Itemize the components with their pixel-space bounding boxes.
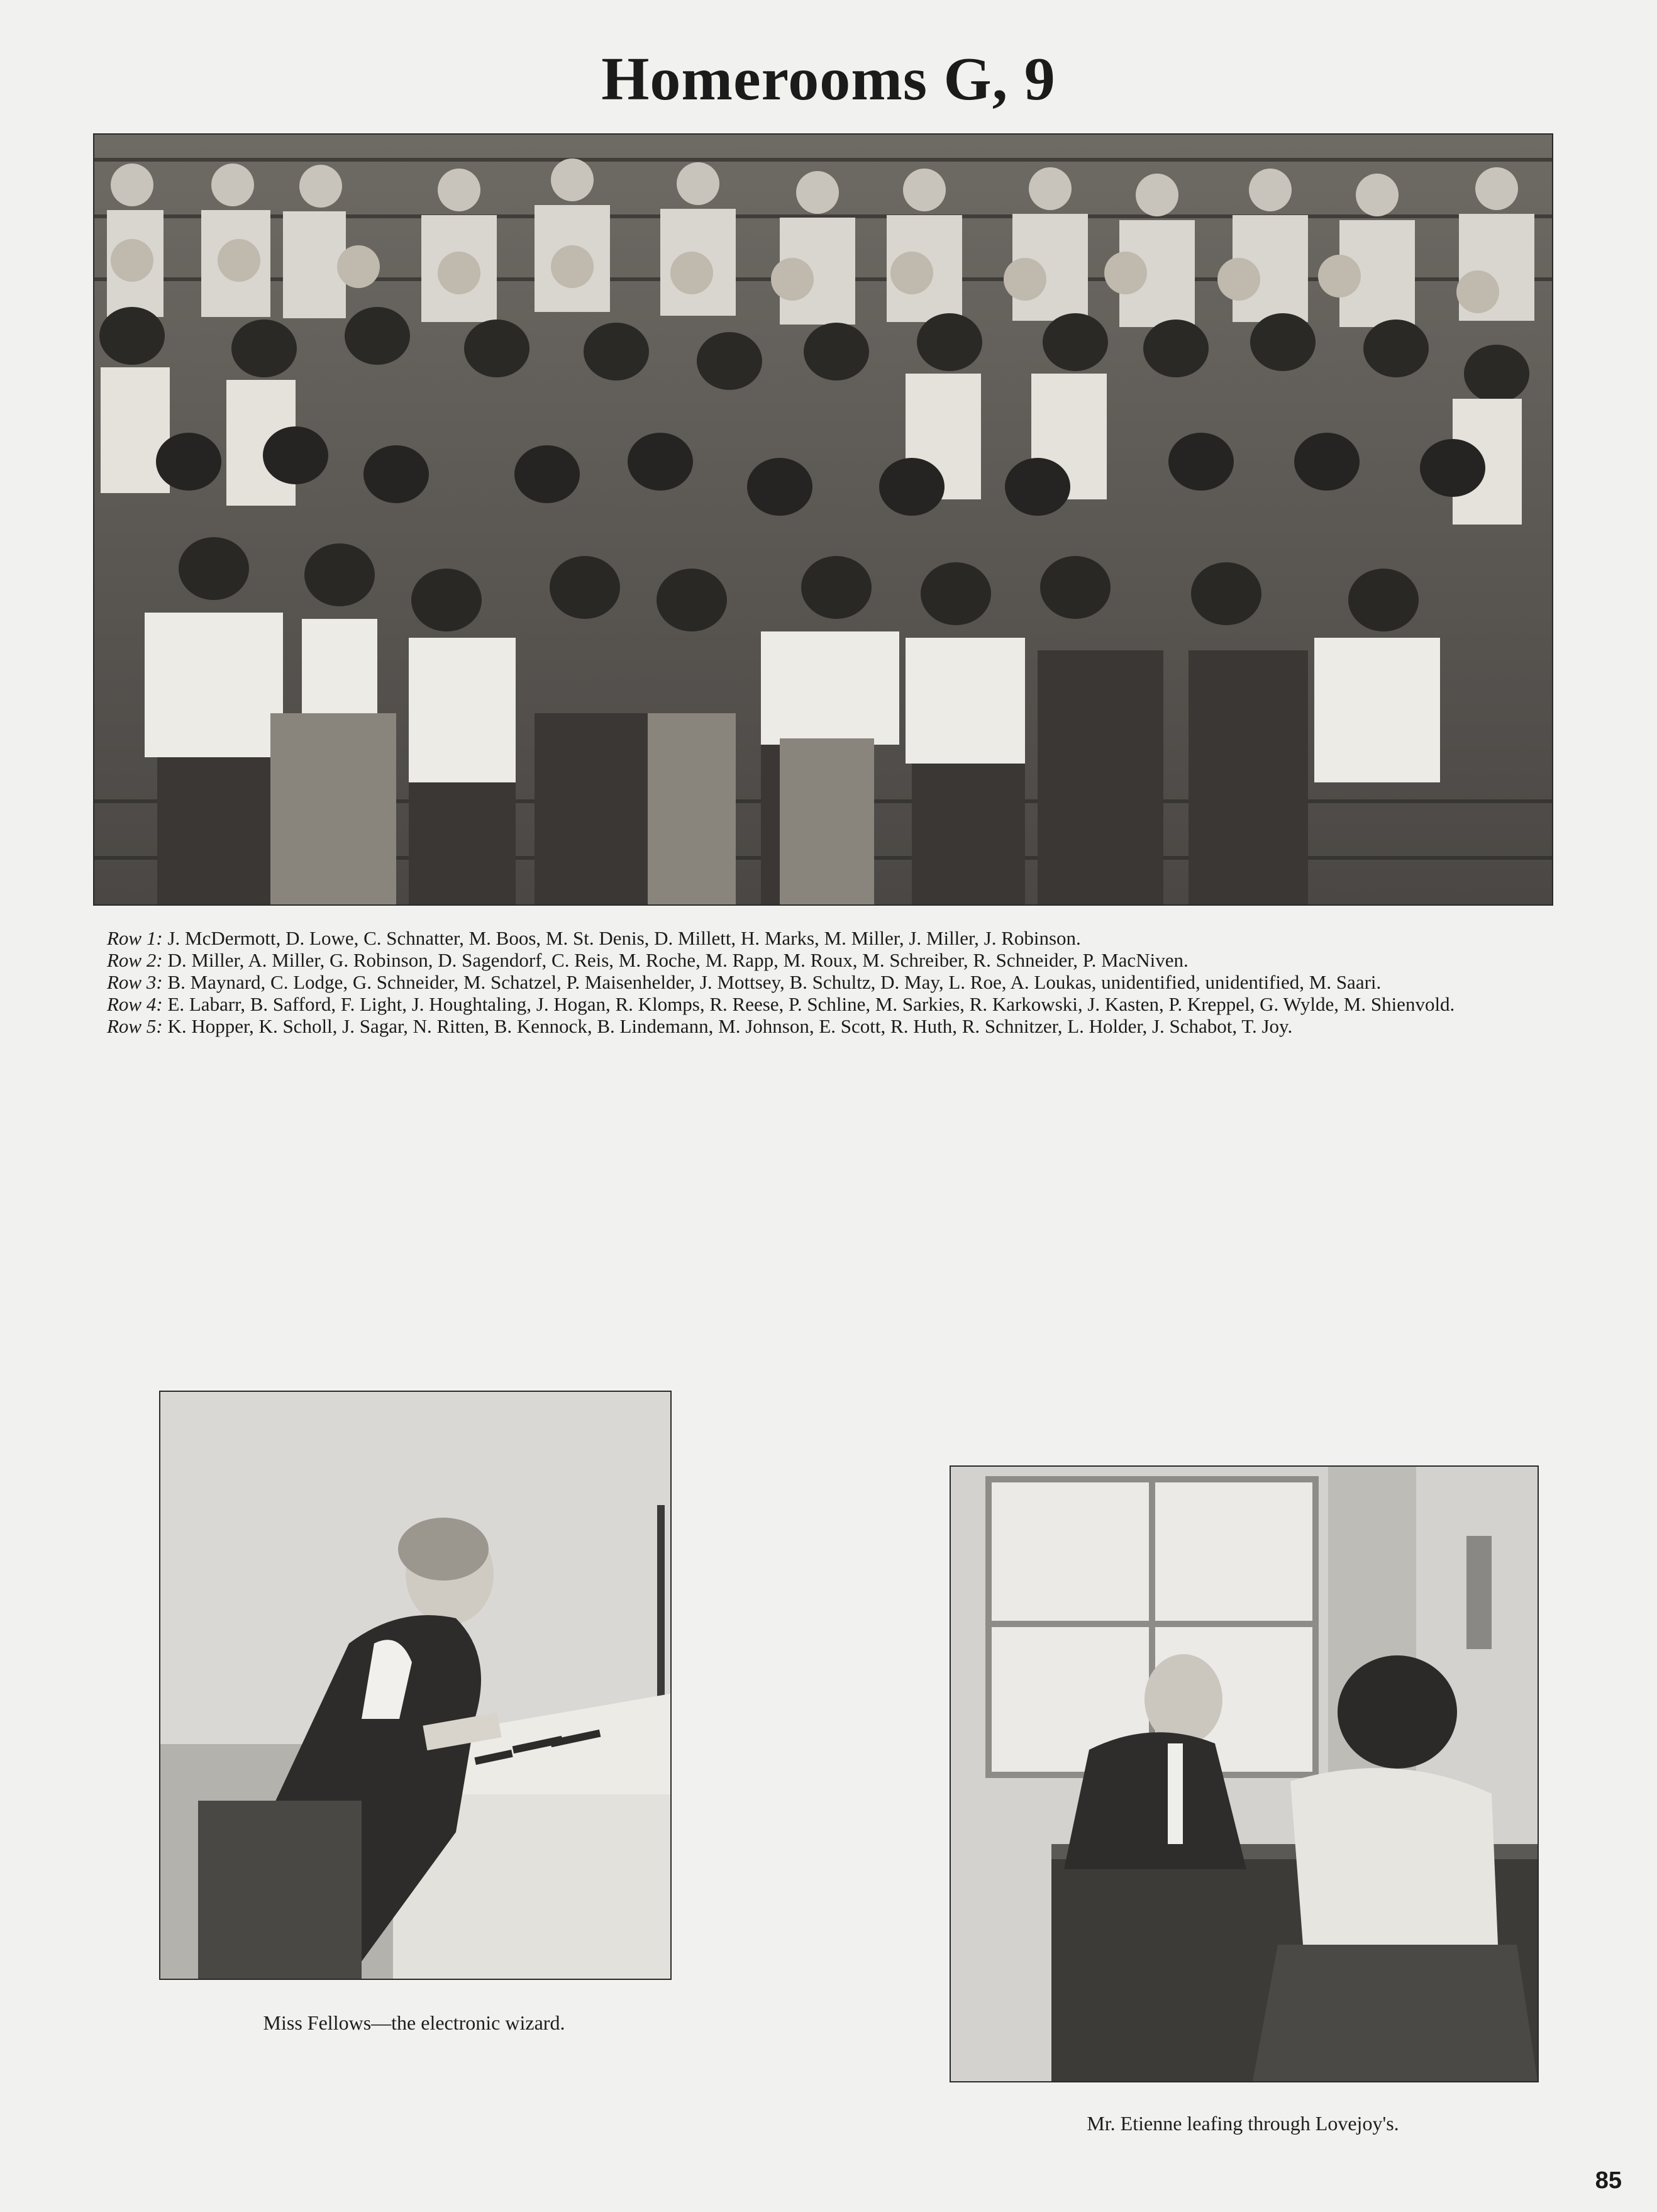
teacher-console-photo <box>159 1391 672 1980</box>
row-names: K. Hopper, K. Scholl, J. Sagar, N. Ritten, B. Kennock, B. Lindemann, M. Johnson, E. Scott, R. Huth, R. Schnitzer, L. Holder, J. Schabot, T. Joy. <box>167 1015 1293 1037</box>
roster-row <box>107 1015 1544 1037</box>
photo-caption-right: Mr. Etienne leafing through Lovejoy's. <box>1087 2112 1399 2135</box>
teacher-console-image <box>160 1392 670 1979</box>
row-label: Row 4: <box>107 993 163 1015</box>
photo-caption-left: Miss Fellows—the electronic wizard. <box>263 2011 565 2034</box>
teacher-desk-photo <box>950 1465 1539 2082</box>
group-photo <box>93 133 1553 906</box>
roster-row <box>107 927 1544 949</box>
page-number: 85 <box>1595 2167 1622 2194</box>
row-names: E. Labarr, B. Safford, F. Light, J. Houghtaling, J. Hogan, R. Klomps, R. Reese, P. Schline, M. Sarkies, R. Karkowski, J. Kasten, P. Kreppel, G. Wylde, M. Shienvold. <box>167 993 1455 1015</box>
roster-row <box>107 949 1544 971</box>
row-label: Row 2: <box>107 949 163 971</box>
row-label: Row 5: <box>107 1015 163 1037</box>
row-names: D. Miller, A. Miller, G. Robinson, D. Sagendorf, C. Reis, M. Roche, M. Rapp, M. Roux, M. Schreiber, R. Schneider, P. MacNiven. <box>167 949 1189 971</box>
roster <box>107 927 1544 1037</box>
row-names: J. McDermott, D. Lowe, C. Schnatter, M. Boos, M. St. Denis, D. Millett, H. Marks, M. Miller, J. Miller, J. Robinson. <box>167 927 1081 949</box>
row-label: Row 1: <box>107 927 163 949</box>
group-photo-image <box>94 135 1552 904</box>
row-names: B. Maynard, C. Lodge, G. Schneider, M. Schatzel, P. Maisenhelder, J. Mottsey, B. Schultz, D. May, L. Roe, A. Loukas, unidentified, unidentified, M. Saari. <box>167 971 1382 993</box>
page-title: Homerooms G, 9 <box>601 45 1056 113</box>
roster-row <box>107 993 1544 1015</box>
roster-row <box>107 971 1544 993</box>
teacher-desk-image <box>951 1467 1538 2081</box>
row-label: Row 3: <box>107 971 163 993</box>
